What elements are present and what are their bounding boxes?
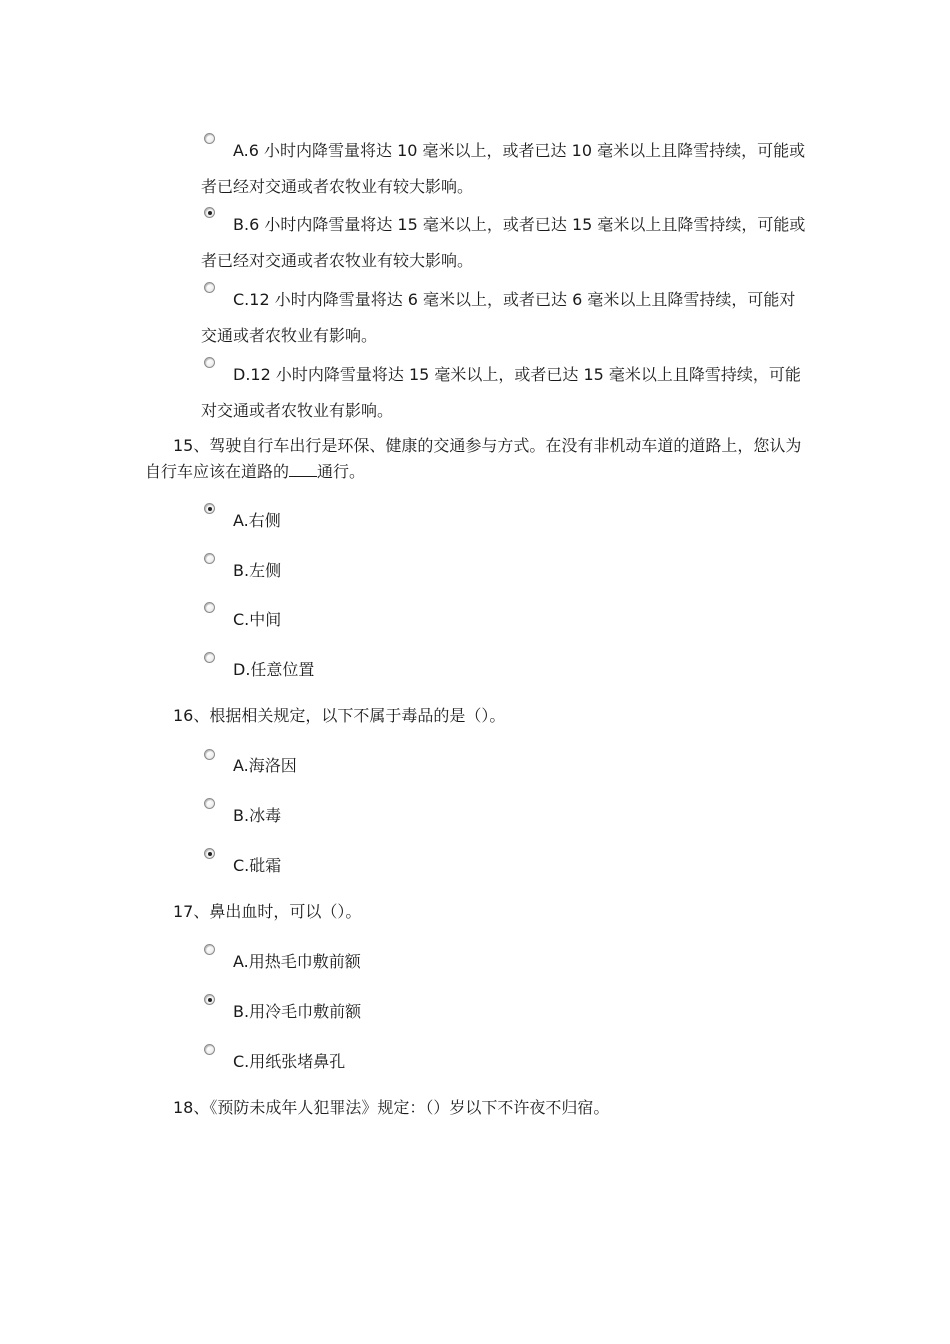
radio-q14-c[interactable] (204, 282, 215, 293)
question-15-text: 15、驾驶自行车出行是环保、健康的交通参与方式。在没有非机动车道的道路上，您认为 (173, 436, 802, 455)
question-18-text: 18、《预防未成年人犯罪法》规定：（）岁以下不许夜不归宿。 (173, 1098, 610, 1117)
radio-q14-d[interactable] (204, 357, 215, 368)
radio-q15-d[interactable] (204, 652, 215, 663)
option-label: A.用热毛巾敷前额 (233, 952, 361, 971)
option-label: B.左侧 (233, 561, 282, 580)
option-text-line1: B.6 小时内降雪量将达 15 毫米以上，或者已达 15 毫米以上且降雪持续，可能或 (233, 215, 806, 234)
radio-q17-b[interactable] (204, 994, 215, 1005)
radio-q17-c[interactable] (204, 1044, 215, 1055)
question-15-after-blank: 通行。 (317, 462, 366, 481)
option-label: C.砒霜 (233, 856, 282, 875)
option-text-line1: A.6 小时内降雪量将达 10 毫米以上，或者已达 10 毫米以上且降雪持续，可能或 (233, 141, 806, 160)
radio-q15-b[interactable] (204, 553, 215, 564)
option-text-line1: C.12 小时内降雪量将达 6 毫米以上，或者已达 6 毫米以上且降雪持续，可能对 (233, 290, 796, 309)
radio-q14-a[interactable] (204, 133, 215, 144)
option-text-line2: 对交通或者农牧业有影响。 (201, 401, 394, 420)
option-text-line1: D.12 小时内降雪量将达 15 毫米以上，或者已达 15 毫米以上且降雪持续，可能 (233, 365, 801, 384)
option-text-line2: 者已经对交通或者农牧业有较大影响。 (201, 177, 474, 196)
option-label: D.任意位置 (233, 660, 315, 679)
question-15-text-line2 (145, 462, 365, 482)
option-text-line2: 交通或者农牧业有影响。 (201, 326, 378, 345)
question-15-before-blank: 自行车应该在道路的 (145, 462, 290, 481)
radio-q16-c[interactable] (204, 848, 215, 859)
radio-q16-a[interactable] (204, 749, 215, 760)
option-label: A.右侧 (233, 511, 281, 530)
option-label: C.中间 (233, 610, 282, 629)
radio-q14-b[interactable] (204, 207, 215, 218)
option-label: A.海洛因 (233, 756, 297, 775)
option-text-line2: 者已经对交通或者农牧业有较大影响。 (201, 251, 474, 270)
option-label: B.用冷毛巾敷前额 (233, 1002, 362, 1021)
radio-q17-a[interactable] (204, 944, 215, 955)
option-label: C.用纸张堵鼻孔 (233, 1052, 346, 1071)
radio-q16-b[interactable] (204, 798, 215, 809)
question-17-text: 17、鼻出血时，可以（）。 (173, 902, 362, 921)
radio-q15-c[interactable] (204, 602, 215, 613)
question-16-text: 16、根据相关规定，以下不属于毒品的是（）。 (173, 706, 506, 725)
radio-q15-a[interactable] (204, 503, 215, 514)
answer-blank (289, 462, 317, 477)
option-label: B.冰毒 (233, 806, 282, 825)
